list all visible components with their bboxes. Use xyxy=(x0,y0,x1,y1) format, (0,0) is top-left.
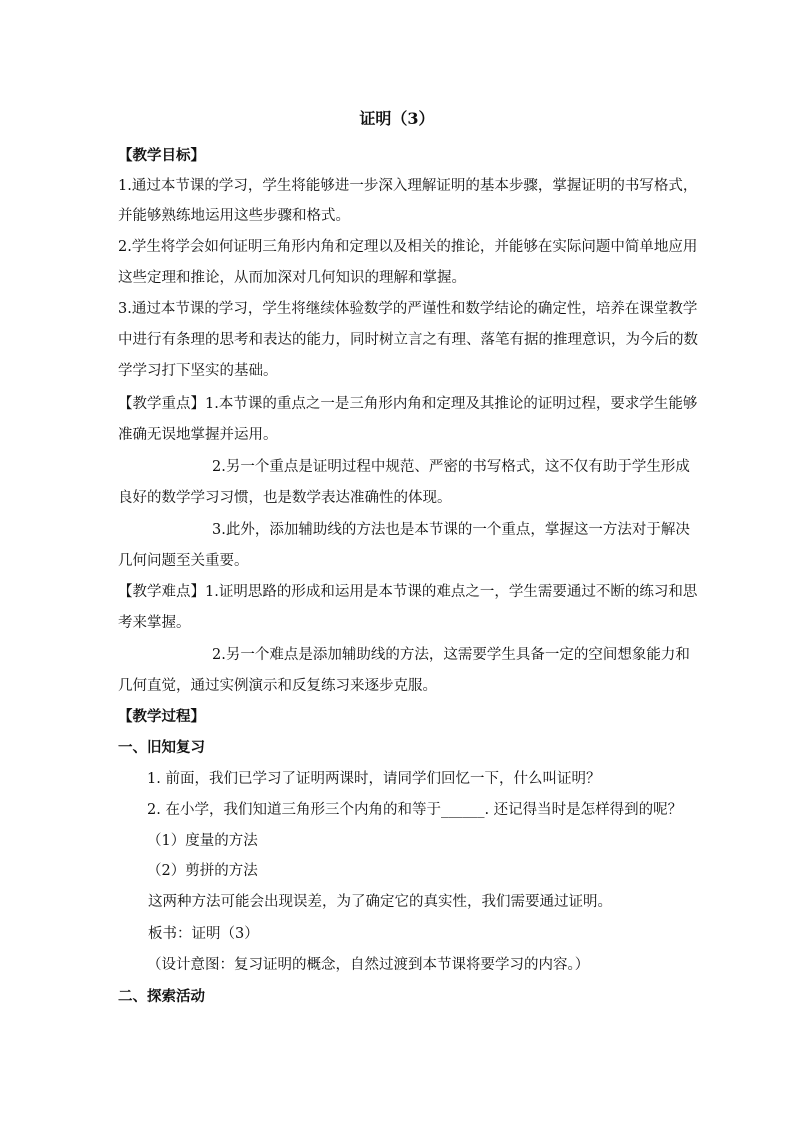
paragraph-line: 几何直觉，通过实例演示和反复练习来逐步克服。 xyxy=(118,678,437,694)
paragraph-line: 3.此外，添加辅助线的方法也是本节课的一个重点，掌握这一方法对于解决 xyxy=(212,522,690,538)
list-item: （2）剪拼的方法 xyxy=(147,863,258,879)
paragraph-line: 板书：证明（3） xyxy=(148,926,259,942)
section-heading-review: 一、旧知复习 xyxy=(118,739,205,756)
list-item: （1）度量的方法 xyxy=(147,833,258,849)
section-heading-explore: 二、探索活动 xyxy=(118,988,205,1005)
paragraph-line: （设计意图：复习证明的概念，自然过渡到本节课将要学习的内容。） xyxy=(147,957,590,973)
paragraph-line: 1. 前面，我们已学习了证明两课时，请同学们回忆一下，什么叫证明？ xyxy=(147,771,601,787)
section-difficulties: 【教学难点】1.证明思路的形成和运用是本节课的难点之一，学生需要通过不断的练习和思 xyxy=(118,584,698,600)
paragraph-line: 几何问题至关重要。 xyxy=(118,553,249,569)
paragraph-line: 3.通过本节课的学习，学生将继续体验数学的严谨性和数学结论的确定性，培养在课堂教学 xyxy=(118,301,698,317)
paragraph-line: 中进行有条理的思考和表达的能力，同时树立言之有理、落笔有据的推理意识，为今后的数 xyxy=(118,332,698,348)
paragraph-line: 学学习打下坚实的基础。 xyxy=(118,363,278,379)
paragraph-line: 这些定理和推论，从而加深对几何知识的理解和掌握。 xyxy=(118,270,466,286)
paragraph-line: 良好的数学学习习惯，也是数学表达准确性的体现。 xyxy=(118,490,452,506)
paragraph-line: 2.另一个重点是证明过程中规范、严密的书写格式，这不仅有助于学生形成 xyxy=(212,459,690,475)
paragraph-line: 2.另一个难点是添加辅助线的方法，这需要学生具备一定的空间想象能力和 xyxy=(212,647,690,663)
paragraph-line: 2.学生将学会如何证明三角形内角和定理以及相关的推论，并能够在实际问题中简单地应用 xyxy=(118,239,698,255)
section-heading-objectives: 【教学目标】 xyxy=(118,147,205,164)
paragraph-line: 考来掌握。 xyxy=(118,615,191,631)
paragraph-line: 1.通过本节课的学习，学生将能够进一步深入理解证明的基本步骤，掌握证明的书写格式， xyxy=(118,178,698,194)
page-title: 证明（3） xyxy=(359,109,435,128)
paragraph-line: 并能够熟练地运用这些步骤和格式。 xyxy=(118,208,350,224)
paragraph-line: 2. 在小学，我们知道三角形三个内角的和等于______. 还记得当时是怎样得到的呢？ xyxy=(147,802,683,818)
paragraph-line: 这两种方法可能会出现误差，为了确定它的真实性，我们需要通过证明。 xyxy=(148,894,612,910)
paragraph-line: 准确无误地掌握并运用。 xyxy=(118,427,278,443)
section-heading-process: 【教学过程】 xyxy=(118,708,205,725)
section-key-points: 【教学重点】1.本节课的重点之一是三角形内角和定理及其推论的证明过程，要求学生能够 xyxy=(118,396,698,412)
